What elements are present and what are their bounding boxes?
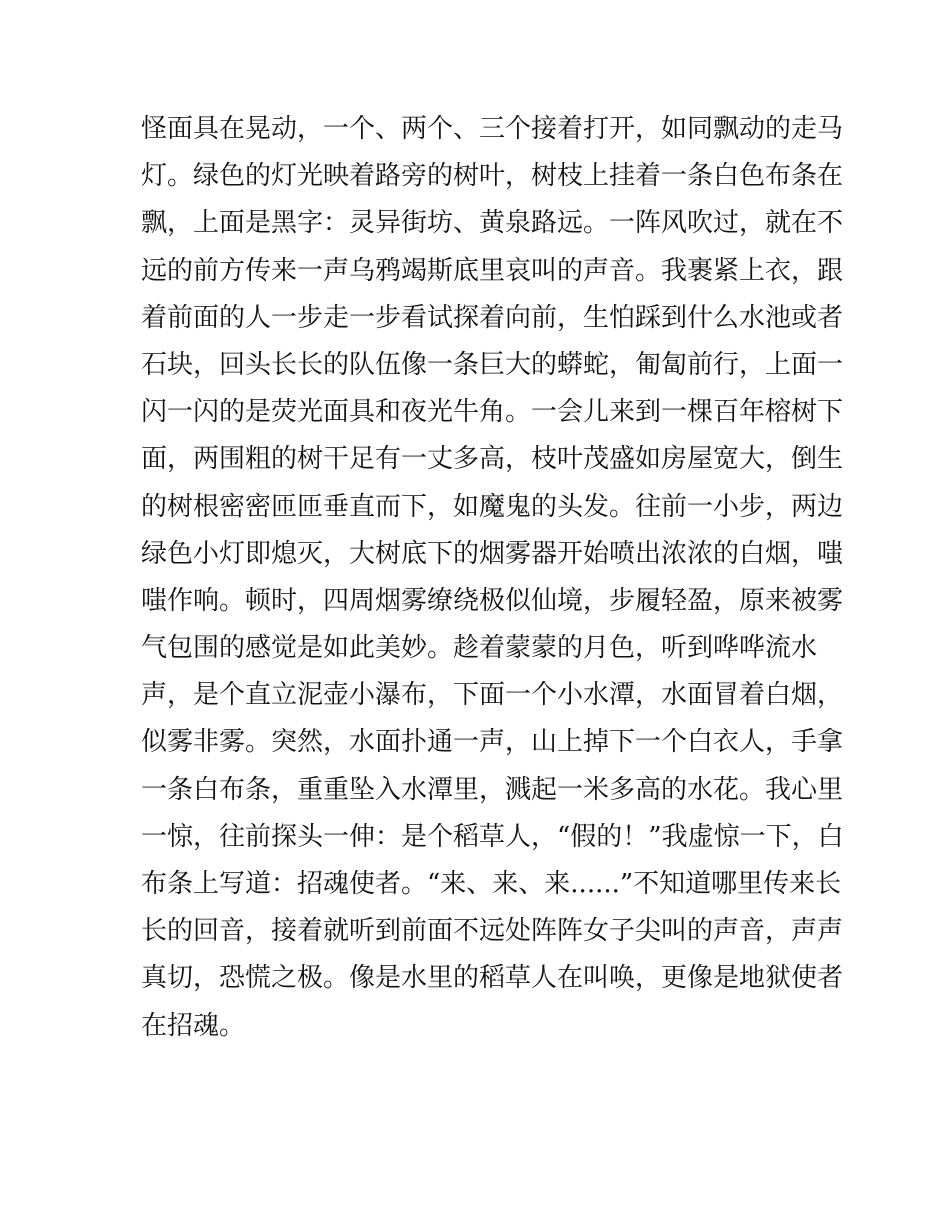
text-line-15: 一条白布条，重重坠入水潭里，溅起一米多高的水花。我心里 bbox=[141, 774, 844, 805]
text-line-19: 真切，恐慌之极。像是水里的稻草人在叫唤，更像是地狱使者 bbox=[141, 963, 844, 994]
body-paragraph bbox=[141, 106, 844, 1050]
text-line-17: 布条上写道：招魂使者。“来、来、来......”不知道哪里传来长 bbox=[141, 869, 842, 899]
text-line-10: 绿色小灯即熄灭，大树底下的烟雾器开始喷出浓浓的白烟，嗤 bbox=[141, 538, 844, 569]
text-line-9: 的树根密密匝匝垂直而下，如魔鬼的头发。往前一小步，两边 bbox=[141, 491, 844, 522]
text-line-7: 闪一闪的是荧光面具和夜光牛角。一会儿来到一棵百年榕树下 bbox=[141, 397, 844, 428]
text-line-14: 似雾非雾。突然，水面扑通一声，山上掉下一个白衣人，手拿 bbox=[141, 727, 844, 758]
text-line-5: 着前面的人一步走一步看试探着向前，生怕踩到什么水池或者 bbox=[141, 302, 844, 333]
text-line-16: 一惊，往前探头一伸：是个稻草人，“假的！”我虚惊一下，白 bbox=[141, 821, 844, 852]
text-line-8: 面，两围粗的树干足有一丈多高，枝叶茂盛如房屋宽大，倒生 bbox=[141, 444, 844, 475]
text-line-6: 石块，回头长长的队伍像一条巨大的蟒蛇，匍匐前行，上面一 bbox=[141, 349, 844, 380]
text-line-12: 气包围的感觉是如此美妙。趁着蒙蒙的月色，听到哗哗流水 bbox=[141, 633, 818, 664]
text-line-13: 声，是个直立泥壶小瀑布，下面一个小水潭，水面冒着白烟， bbox=[141, 680, 844, 711]
text-line-2: 灯。绿色的灯光映着路旁的树叶，树枝上挂着一条白色布条在 bbox=[141, 161, 844, 192]
text-line-11: 嗤作响。顿时，四周烟雾缭绕极似仙境，步履轻盈，原来被雾 bbox=[141, 585, 844, 616]
text-line-4: 远的前方传来一声乌鸦竭斯底里哀叫的声音。我裹紧上衣，跟 bbox=[141, 255, 844, 286]
text-line-1: 怪面具在晃动，一个、两个、三个接着打开，如同飘动的走马 bbox=[141, 114, 844, 144]
text-line-18: 长的回音，接着就听到前面不远处阵阵女子尖叫的声音，声声 bbox=[141, 916, 844, 947]
text-line-20: 在招魂。 bbox=[141, 1010, 246, 1041]
text-line-3: 飘，上面是黑字：灵异街坊、黄泉路远。一阵风吹过，就在不 bbox=[141, 208, 844, 239]
